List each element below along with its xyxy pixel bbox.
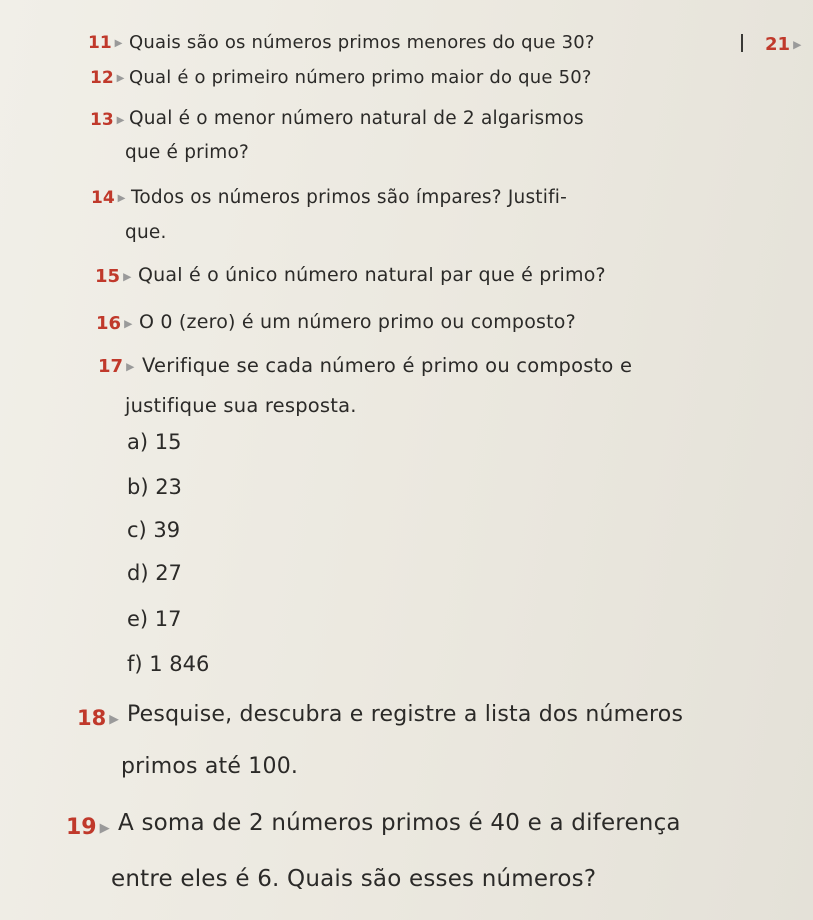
arrow-right-icon: ▶: [117, 193, 126, 204]
question-17-line-2: justifique sua resposta.: [125, 394, 357, 417]
arrow-right-icon: ▶: [99, 821, 110, 836]
arrow-right-icon: ▶: [123, 270, 132, 283]
question-number-15: 15 ▶: [95, 266, 132, 287]
option-17c: c) 39: [127, 518, 181, 542]
arrow-right-icon: ▶: [114, 38, 123, 49]
question-number-17: 17 ▶: [98, 356, 135, 377]
question-14-line-1: Todos os números primos são ímpares? Justifi-: [131, 187, 568, 208]
arrow-right-icon: ▶: [126, 360, 135, 373]
question-13-line-2: que é primo?: [125, 142, 250, 163]
question-19-line-1: A soma de 2 números primos é 40 e a diferença: [118, 810, 681, 836]
question-number-16: 16 ▶: [96, 313, 133, 334]
question-17-line-1: Verifique se cada número é primo ou composto e: [142, 354, 633, 377]
question-16-line-1: O 0 (zero) é um número primo ou composto?: [139, 311, 576, 333]
option-17d: d) 27: [127, 561, 182, 585]
question-number-12: 12 ▶: [90, 68, 125, 88]
question-14-line-2: que.: [125, 222, 167, 243]
question-18-line-2: primos até 100.: [121, 754, 299, 779]
question-11-line-1: Quais são os números primos menores do que 30?: [129, 32, 595, 53]
question-number-19: 19 ▶: [66, 815, 110, 840]
option-17b: b) 23: [127, 475, 182, 499]
arrow-right-icon: ▶: [116, 115, 125, 126]
question-number-21: 21 ▶: [765, 34, 802, 55]
question-number-11: 11 ▶: [88, 33, 123, 53]
question-number-13: 13 ▶: [90, 110, 125, 130]
question-number-18: 18 ▶: [77, 706, 119, 730]
question-number-14: 14 ▶: [91, 188, 126, 208]
arrow-right-icon: ▶: [109, 711, 119, 726]
option-17a: a) 15: [127, 430, 182, 454]
option-17e: e) 17: [127, 607, 182, 631]
arrow-right-icon: ▶: [116, 73, 125, 84]
question-12-line-1: Qual é o primeiro número primo maior do que 50?: [129, 67, 592, 88]
option-17f: f) 1 846: [127, 652, 210, 676]
arrow-right-icon: ▶: [124, 317, 133, 330]
question-18-line-1: Pesquise, descubra e registre a lista dos números: [127, 702, 684, 727]
question-13-line-1: Qual é o menor número natural de 2 algarismos: [129, 108, 584, 129]
arrow-right-icon: ▶: [793, 38, 802, 51]
question-19-line-2: entre eles é 6. Quais são esses números?: [111, 866, 597, 892]
column-divider: [741, 34, 743, 52]
question-15-line-1: Qual é o único número natural par que é primo?: [138, 264, 606, 286]
